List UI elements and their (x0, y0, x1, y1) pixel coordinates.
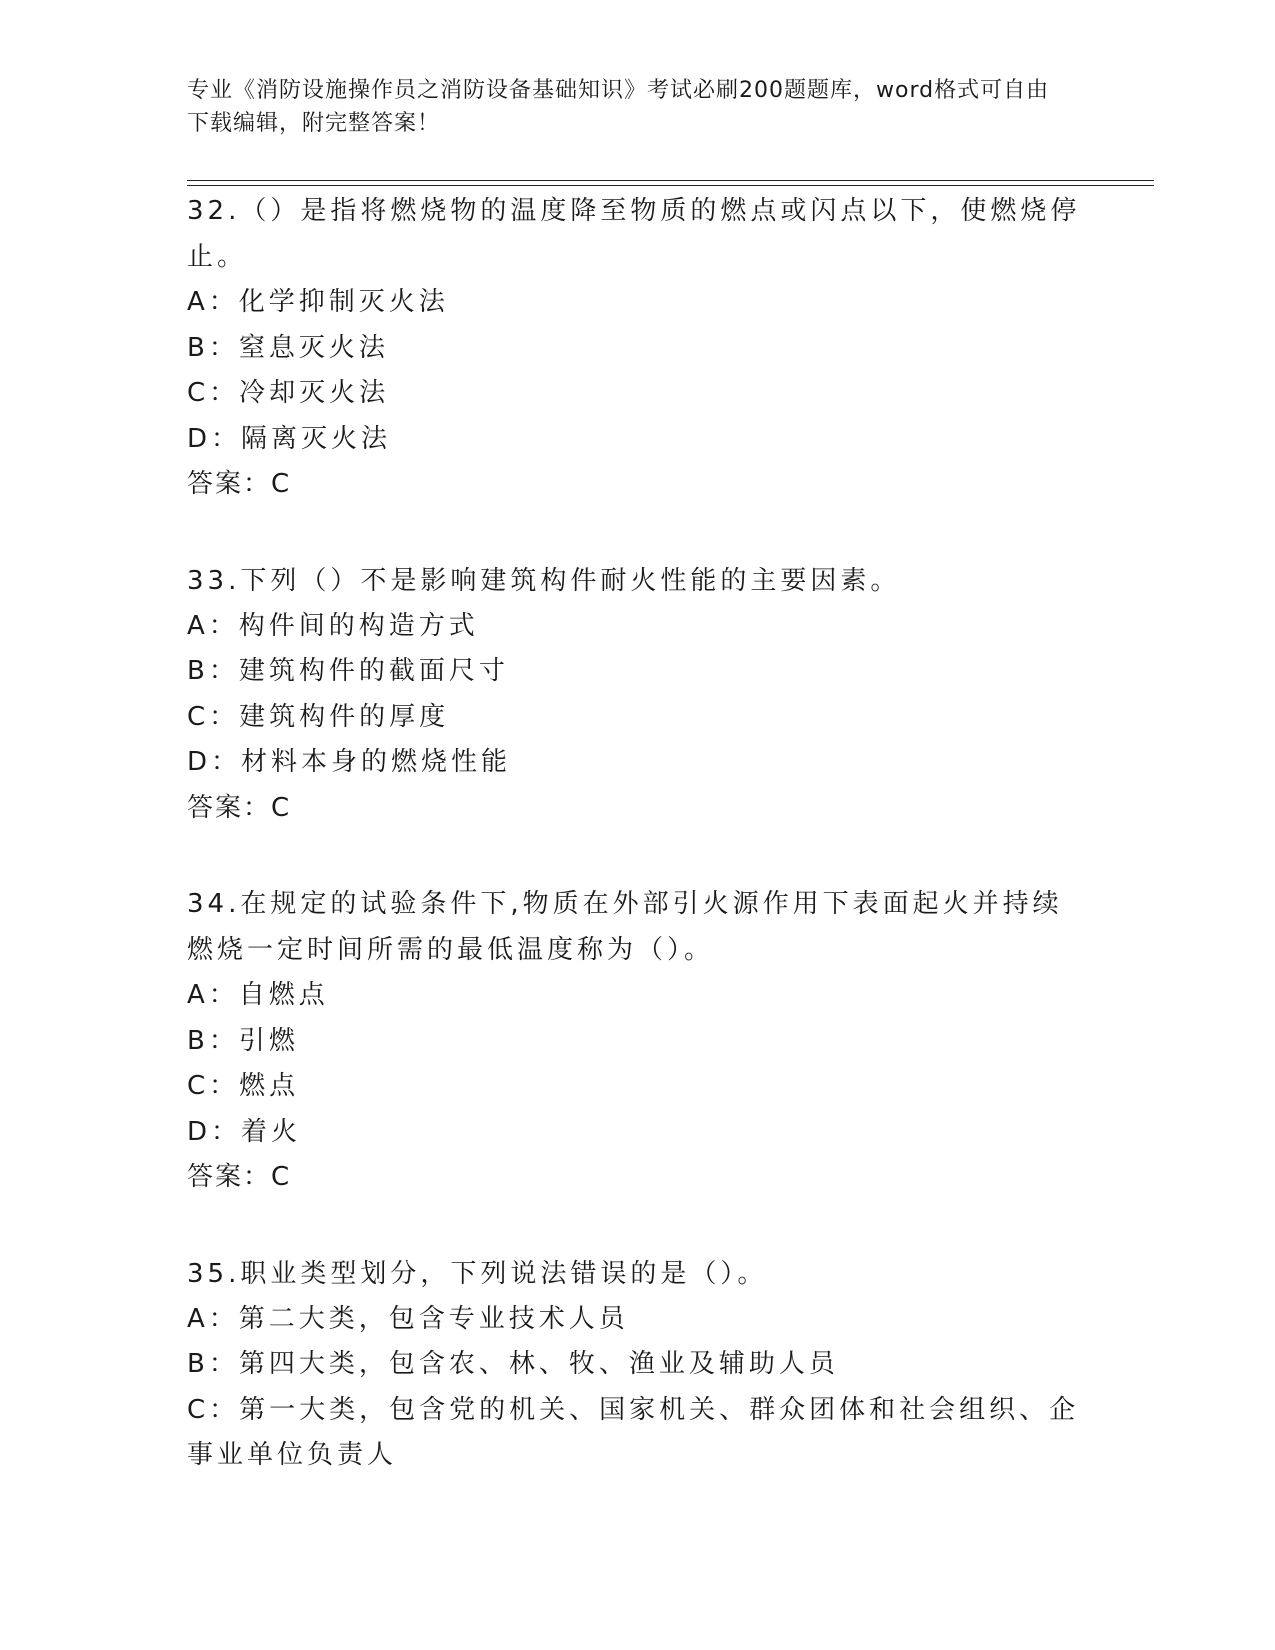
question-item (187, 558, 1087, 832)
header-divider-bottom (187, 185, 1154, 186)
option-c: C：冷却灭火法 (187, 378, 390, 408)
option-b: B：第四大类，包含农、林、牧、渔业及辅助人员 (187, 1349, 839, 1379)
answer-text: 答案：C (187, 792, 292, 823)
option-b: B：建筑构件的截面尺寸 (187, 656, 509, 686)
option-a: A：第二大类，包含专业技术人员 (187, 1303, 629, 1334)
option-b: B：窒息灭火法 (187, 332, 389, 363)
question-text: 32.（）是指将燃烧物的温度降至物质的燃点或闪点以下，使燃烧停止。 (187, 196, 1081, 272)
answer-text: 答案：C (187, 1162, 292, 1192)
option-a: A：构件间的构造方式 (187, 610, 479, 641)
question-item (187, 188, 1087, 508)
option-b: B：引燃 (187, 1025, 299, 1056)
question-text: 34.在规定的试验条件下,物质在外部引火源作用下表面起火并持续燃烧一定时间所需的最低温度称为（）。 (187, 889, 1063, 965)
option-c: C：燃点 (187, 1071, 300, 1101)
question-item (187, 1251, 1087, 1479)
option-d: D：隔离灭火法 (187, 423, 392, 454)
question-item (187, 881, 1087, 1201)
option-d: D：着火 (187, 1116, 302, 1147)
answer-text: 答案：C (187, 469, 292, 499)
question-text: 33.下列（）不是影响建筑构件耐火性能的主要因素。 (187, 565, 901, 596)
option-a: A：化学抑制灭火法 (187, 287, 449, 317)
header-divider-top (187, 180, 1154, 181)
option-d: D：材料本身的燃烧性能 (187, 747, 512, 777)
question-list (187, 188, 1087, 1529)
question-text: 35.职业类型划分，下列说法错误的是（）。 (187, 1258, 768, 1289)
option-c: C：建筑构件的厚度 (187, 701, 450, 732)
option-a: A：自燃点 (187, 980, 329, 1010)
option-c: C：第一大类，包含党的机关、国家机关、群众团体和社会组织、企事业单位负责人 (187, 1394, 1080, 1470)
document-header-text: 专业《消防设施操作员之消防设备基础知识》考试必刷200题题库，word格式可自由下载编辑，附完整答案！ (187, 78, 1050, 136)
